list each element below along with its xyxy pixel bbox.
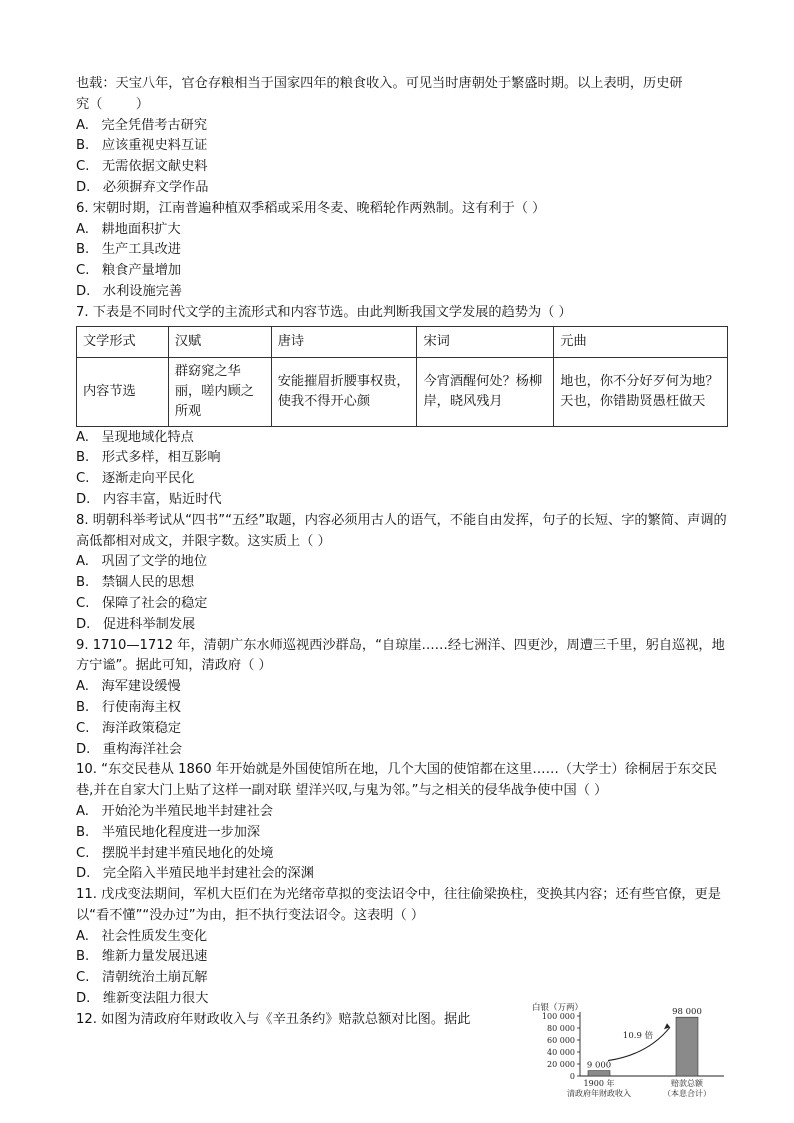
- bar-value-label: 98 000: [672, 1007, 702, 1018]
- option-a[interactable]: A. 耕地面积扩大: [76, 221, 181, 237]
- table-cell: 元曲: [554, 326, 728, 357]
- option-d[interactable]: D. 重构海洋社会: [76, 741, 183, 757]
- question-8: [76, 511, 728, 636]
- question-stem: 8. 明朝科举考试从“四书”“五经”取题，内容必须用古人的语气，不能自由发挥，句子的长短、字的繁简、声调的高低都相对成文，并限字数。这实质上（ ）: [76, 512, 727, 549]
- bar: [676, 1017, 698, 1076]
- question-11: [76, 885, 728, 1010]
- y-tick-label: 20 000: [547, 1059, 575, 1069]
- revenue-indemnity-bar-chart: [528, 1000, 728, 1104]
- option-c[interactable]: C. 逐渐走向平民化: [76, 471, 195, 487]
- table-cell: 群窈窕之华丽，嗟内顾之所观: [168, 357, 271, 426]
- table-cell: 地也，你不分好歹何为地？天也，你错勘贤愚枉做天: [554, 357, 728, 426]
- option-a[interactable]: A. 海军建设缓慢: [76, 679, 181, 695]
- option-d[interactable]: D. 内容丰富，贴近时代: [76, 491, 222, 507]
- table-cell: 今宵酒醒何处？杨柳岸，晓风残月: [417, 357, 554, 426]
- y-tick-label: 100 000: [541, 1011, 575, 1021]
- table-row: [77, 357, 728, 426]
- question-stem: 6. 宋朝时期，江南普遍种植双季稻或采用冬麦、晚稻轮作两熟制。这有利于（ ）: [76, 200, 546, 216]
- question-stem: 9. 1710—1712 年，清朝广东水师巡视西沙群岛，“自琼崖……经七洲洋、四更沙，周遭三千里，躬自巡视，地方宁谧”。据此可知，清政府（ ）: [76, 637, 725, 674]
- question-stem: 12. 如图为清政府年财政收入与《辛丑条约》赔款总额对比图。据此: [76, 1011, 471, 1027]
- y-tick-label: 60 000: [547, 1035, 575, 1045]
- option-c[interactable]: C. 清朝统治土崩瓦解: [76, 970, 208, 986]
- literature-table: [76, 326, 728, 427]
- bar: [588, 1070, 610, 1075]
- option-d[interactable]: D. 维新变法阻力很大: [76, 991, 209, 1007]
- question-12: [76, 1002, 728, 1106]
- table-cell: 宋词: [417, 326, 554, 357]
- table-cell: 内容节选: [77, 357, 169, 426]
- intro-question: [76, 74, 728, 199]
- option-d[interactable]: D. 促进科举制发展: [76, 616, 196, 632]
- option-b[interactable]: B. 半殖民地化程度进一步加深: [76, 824, 261, 840]
- table-cell: 汉赋: [168, 326, 271, 357]
- exam-page: [76, 74, 728, 1106]
- option-c[interactable]: C. 保障了社会的稳定: [76, 595, 208, 611]
- option-c[interactable]: C. 摆脱半封建半殖民地化的处境: [76, 845, 274, 861]
- x-category-label: 清政府年财政收入: [567, 1088, 631, 1098]
- question-stem: 10. “东交民巷从 1860 年开始就是外国使馆所在地，几个大国的使馆都在这里……（大学士）徐桐居于东交民巷,并在自家大门上贴了这样一副对联 望洋兴叹,与鬼为邻。”与之相关的侵华战争使中国（ ）: [76, 762, 718, 799]
- table-cell: 安能摧眉折腰事权贵，使我不得开心颜: [271, 357, 417, 426]
- y-axis-label: 白银（万两）: [532, 1002, 584, 1013]
- x-category-label: 1900 年: [583, 1078, 615, 1088]
- question-10: [76, 760, 728, 885]
- option-c[interactable]: C. 海洋政策稳定: [76, 720, 182, 736]
- option-b[interactable]: B. 形式多样，相互影响: [76, 450, 221, 466]
- question-9: [76, 636, 728, 761]
- option-b[interactable]: B. 禁锢人民的思想: [76, 575, 195, 591]
- option-a[interactable]: A. 社会性质发生变化: [76, 928, 208, 944]
- x-category-label: （本息合计）: [663, 1088, 711, 1098]
- bar-value-label: 9 000: [586, 1060, 612, 1071]
- growth-annotation: 10.9 倍: [622, 1031, 654, 1042]
- x-category-label: 赔款总额: [671, 1078, 703, 1088]
- question-7: [76, 303, 728, 511]
- y-tick-label: 80 000: [547, 1023, 575, 1033]
- option-a[interactable]: A. 完全凭借考古研究: [76, 117, 208, 133]
- table-header-row: [77, 326, 728, 357]
- table-cell: 唐诗: [271, 326, 417, 357]
- option-a[interactable]: A. 开始沦为半殖民地半封建社会: [76, 803, 273, 819]
- option-b[interactable]: B. 应该重视史料互证: [76, 138, 208, 154]
- option-b[interactable]: B. 行使南海主权: [76, 699, 181, 715]
- option-a[interactable]: A. 巩固了文学的地位: [76, 554, 208, 570]
- y-tick-label: 0: [569, 1071, 575, 1081]
- question-stem: 11. 戊戌变法期间，军机大臣们在为光绪帝草拟的变法诏令中，往往偷梁换柱，变换其内容；还有些官僚，更是以“看不懂”“没办过”为由，拒不执行变法诏令。这表明（ ）: [76, 887, 721, 923]
- option-b[interactable]: B. 维新力量发展迅速: [76, 949, 208, 965]
- option-d[interactable]: D. 水利设施完善: [76, 283, 183, 299]
- option-d[interactable]: D. 必须摒弃文学作品: [76, 179, 209, 195]
- intro-stem-line-1: 也载：天宝八年，官仓存粮相当于国家四年的粮食收入。可见当时唐朝处于繁盛时期。以上表明，历史研: [76, 76, 683, 91]
- option-a[interactable]: A. 呈现地域化特点: [76, 429, 194, 445]
- option-b[interactable]: B. 生产工具改进: [76, 242, 181, 258]
- option-d[interactable]: D. 完全陷入半殖民地半封建社会的深渊: [76, 866, 314, 882]
- option-c[interactable]: C. 粮食产量增加: [76, 263, 182, 279]
- intro-stem-line-2: 究（ ）: [76, 96, 150, 112]
- option-c[interactable]: C. 无需依据文献史料: [76, 159, 208, 175]
- y-tick-label: 40 000: [547, 1047, 575, 1057]
- table-cell: 文学形式: [77, 326, 169, 357]
- question-stem: 7. 下表是不同时代文学的主流形式和内容节选。由此判断我国文学发展的趋势为（ ）: [76, 304, 572, 320]
- question-6: [76, 199, 728, 303]
